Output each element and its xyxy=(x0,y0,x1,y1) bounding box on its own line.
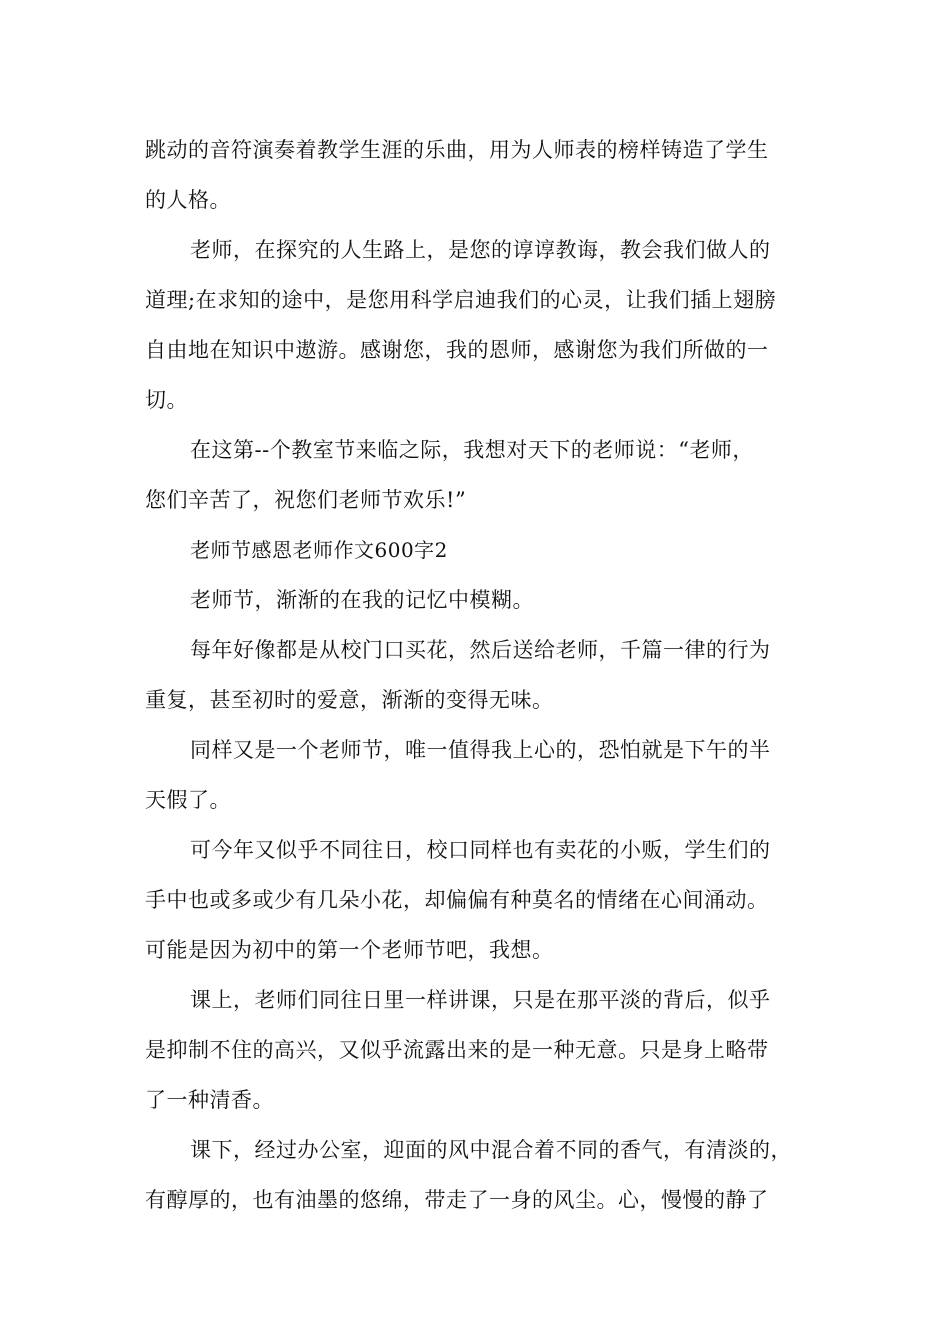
text-line: 您们辛苦了，祝您们老师节欢乐!” xyxy=(145,488,467,512)
essay-heading: 老师节感恩老师作文600字2 xyxy=(190,538,448,562)
paragraph-start-line: 老师节，渐渐的在我的记忆中模糊。 xyxy=(190,588,534,612)
text-line: 的人格。 xyxy=(145,188,231,212)
text-line: 可能是因为初中的第一个老师节吧，我想。 xyxy=(145,938,554,962)
paragraph-start-line: 课下，经过办公室，迎面的风中混合着不同的香气，有清淡的， xyxy=(190,1138,792,1162)
text-line: 天假了。 xyxy=(145,788,231,812)
text-line: 道理;在求知的途中，是您用科学启迪我们的心灵，让我们插上翅膀 xyxy=(145,288,777,312)
paragraph-start-line: 课上，老师们同往日里一样讲课，只是在那平淡的背后，似乎 xyxy=(190,988,771,1012)
text-line: 切。 xyxy=(145,388,188,412)
paragraph-start-line: 老师，在探究的人生路上，是您的谆谆教诲，教会我们做人的 xyxy=(190,238,771,262)
paragraph-start-line: 每年好像都是从校门口买花，然后送给老师，千篇一律的行为 xyxy=(190,638,771,662)
text-line: 有醇厚的，也有油墨的悠绵，带走了一身的风尘。心，慢慢的静了 xyxy=(145,1188,769,1212)
text-line: 手中也或多或少有几朵小花，却偏偏有种莫名的情绪在心间涌动。 xyxy=(145,888,769,912)
text-line: 是抑制不住的高兴，又似乎流露出来的是一种无意。只是身上略带 xyxy=(145,1038,769,1062)
paragraph-start-line: 在这第--个教室节来临之际，我想对天下的老师说：“老师， xyxy=(190,438,754,462)
text-line: 自由地在知识中遨游。感谢您，我的恩师，感谢您为我们所做的一 xyxy=(145,338,769,362)
text-line: 跳动的音符演奏着教学生涯的乐曲，用为人师表的榜样铸造了学生 xyxy=(145,138,769,162)
text-line: 了一种清香。 xyxy=(145,1088,274,1112)
text-line: 重复，甚至初时的爱意，渐渐的变得无味。 xyxy=(145,688,554,712)
paragraph-start-line: 可今年又似乎不同往日，校口同样也有卖花的小贩，学生们的 xyxy=(190,838,771,862)
paragraph-start-line: 同样又是一个老师节，唯一值得我上心的，恐怕就是下午的半 xyxy=(190,738,771,762)
